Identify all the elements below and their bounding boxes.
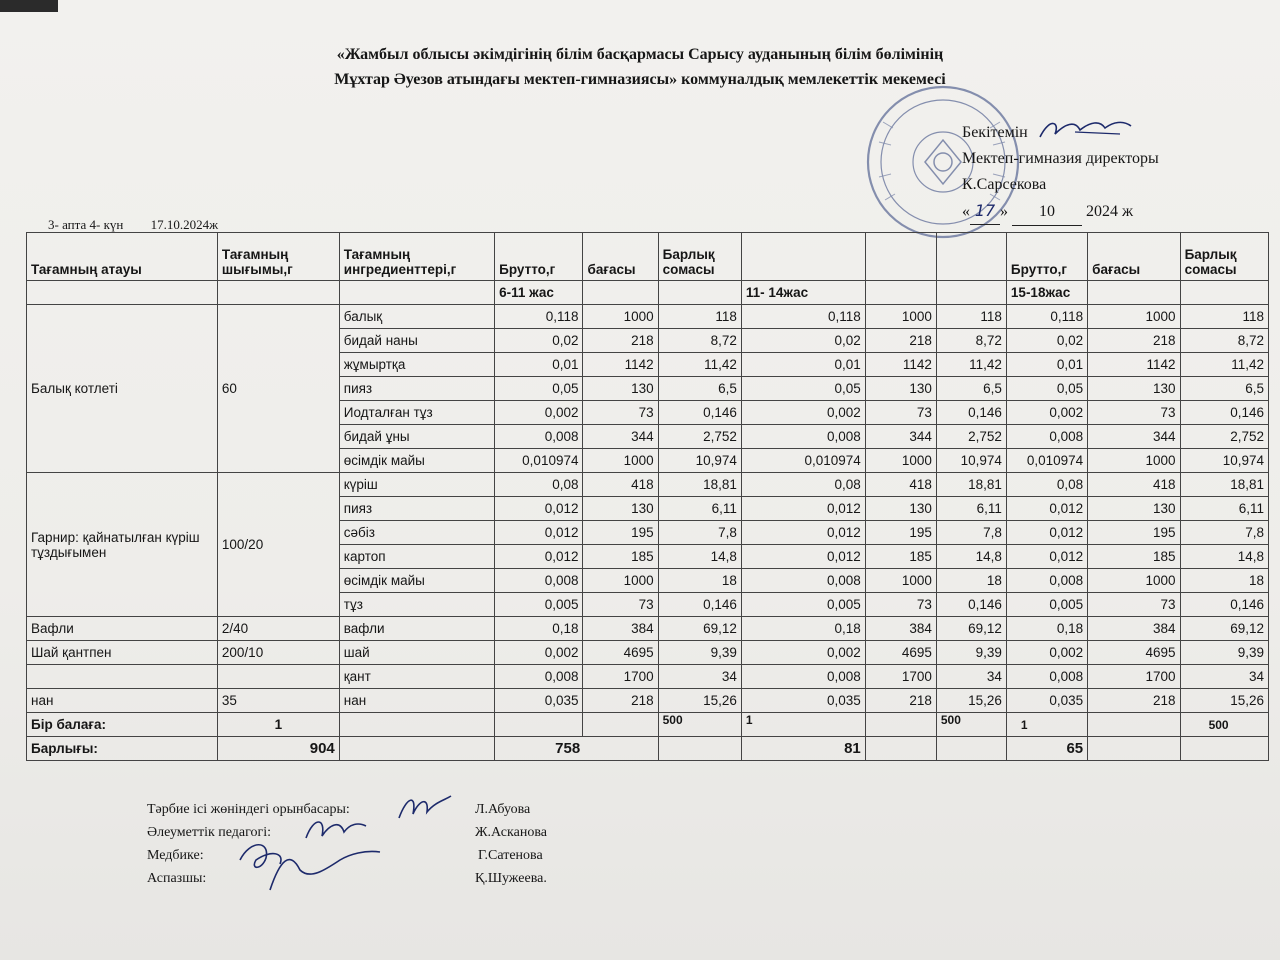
staff-position: Аспазшы: <box>147 871 207 886</box>
ingredient-name: нан <box>339 689 494 713</box>
ingredient-value: 0,118 <box>1006 305 1087 329</box>
ingredient-value: 0,05 <box>1006 377 1087 401</box>
ingredient-value: 10,974 <box>658 449 741 473</box>
ingredient-value: 9,39 <box>936 641 1006 665</box>
ingredient-value: 34 <box>1180 665 1268 689</box>
ingredient-value: 0,012 <box>495 545 583 569</box>
ingredient-value: 1700 <box>583 665 658 689</box>
ingredient-value: 2,752 <box>1180 425 1268 449</box>
ingredient-value: 0,010974 <box>1006 449 1087 473</box>
ingredient-value: 11,42 <box>658 353 741 377</box>
ingredient-value: 6,5 <box>658 377 741 401</box>
ingredient-value: 418 <box>865 473 936 497</box>
ingredient-value: 0,012 <box>741 521 865 545</box>
ingredient-value: 15,26 <box>658 689 741 713</box>
ingredient-value: 130 <box>583 377 658 401</box>
staff-name: Л.Абуова <box>475 802 531 817</box>
ingredient-name: жұмыртқа <box>339 353 494 377</box>
ingredient-value: 1700 <box>1088 665 1180 689</box>
col-dish-name: Тағамның атауы <box>27 233 218 281</box>
dish-yield: 60 <box>217 305 339 473</box>
dish-yield <box>217 665 339 689</box>
staff-name: Г.Сатенова <box>478 848 543 863</box>
ingredient-value: 1000 <box>583 305 658 329</box>
ingredient-name: бидай наны <box>339 329 494 353</box>
totals-group-2: 81 <box>741 737 865 761</box>
ingredient-value: 1000 <box>1088 569 1180 593</box>
staff-name: Қ.Шужеева. <box>475 871 547 886</box>
ingredient-value: 185 <box>1088 545 1180 569</box>
ingredient-name: сәбіз <box>339 521 494 545</box>
ingredient-value: 10,974 <box>936 449 1006 473</box>
ingredient-value: 8,72 <box>936 329 1006 353</box>
ingredient-value: 1142 <box>1088 353 1180 377</box>
ingredient-value: 4695 <box>583 641 658 665</box>
ingredient-value: 11,42 <box>936 353 1006 377</box>
ingredient-value: 0,146 <box>658 401 741 425</box>
approve-label: Бекітемін <box>962 124 1028 141</box>
dish-yield: 2/40 <box>217 617 339 641</box>
ingredient-value: 130 <box>1088 377 1180 401</box>
ingredient-value: 0,18 <box>495 617 583 641</box>
dish-name <box>27 665 218 689</box>
ingredient-name: пияз <box>339 497 494 521</box>
table-row <box>27 665 1269 689</box>
table-row <box>27 473 1269 497</box>
ingredient-value: 14,8 <box>658 545 741 569</box>
ingredient-value: 18 <box>936 569 1006 593</box>
per-child-count-3: 1 <box>1006 713 1087 737</box>
ingredient-value: 18 <box>658 569 741 593</box>
approve-month: 10 <box>1012 199 1082 226</box>
staff-position: Тәрбие ісі жөніндегі орынбасары: <box>147 802 350 817</box>
ingredient-value: 0,005 <box>495 593 583 617</box>
totals-label: Барлығы: <box>27 737 218 761</box>
ingredient-value: 0,008 <box>1006 425 1087 449</box>
ingredient-value: 0,146 <box>936 401 1006 425</box>
ingredient-value: 9,39 <box>658 641 741 665</box>
ingredient-value: 18,81 <box>1180 473 1268 497</box>
ingredient-value: 344 <box>583 425 658 449</box>
col-brutto-1: Брутто,г <box>495 233 583 281</box>
ingredient-value: 1000 <box>1088 449 1180 473</box>
ingredient-value: 118 <box>1180 305 1268 329</box>
approval-block <box>962 120 1159 226</box>
ingredient-value: 1142 <box>583 353 658 377</box>
ingredient-value: 195 <box>1088 521 1180 545</box>
col-total-1: Барлық сомасы <box>658 233 741 281</box>
ingredient-value: 0,01 <box>495 353 583 377</box>
ingredient-value: 15,26 <box>1180 689 1268 713</box>
ingredient-value: 344 <box>865 425 936 449</box>
ingredient-value: 7,8 <box>936 521 1006 545</box>
ingredient-name: пияз <box>339 377 494 401</box>
dish-yield: 35 <box>217 689 339 713</box>
ingredient-value: 7,8 <box>1180 521 1268 545</box>
ingredient-value: 0,002 <box>1006 641 1087 665</box>
quote-open: « <box>962 203 970 220</box>
ingredient-name: өсімдік майы <box>339 449 494 473</box>
table-header-row <box>27 233 1269 281</box>
quote-close: » <box>1000 203 1008 220</box>
ingredient-value: 0,008 <box>1006 665 1087 689</box>
dish-yield: 200/10 <box>217 641 339 665</box>
ingredient-value: 11,42 <box>1180 353 1268 377</box>
ingredient-value: 130 <box>583 497 658 521</box>
ingredient-value: 0,02 <box>741 329 865 353</box>
deputy-signature <box>395 790 455 824</box>
ingredient-value: 18,81 <box>658 473 741 497</box>
staff-position: Медбике: <box>147 848 204 863</box>
ingredient-value: 69,12 <box>936 617 1006 641</box>
approve-day: 17 <box>970 198 1000 225</box>
ingredient-value: 0,08 <box>741 473 865 497</box>
per-child-row <box>27 713 1269 737</box>
ingredient-value: 18 <box>1180 569 1268 593</box>
ingredient-value: 14,8 <box>936 545 1006 569</box>
header-line-2: Мұхтар Әуезов атындағы мектеп-гимназиясы» коммуналдық мемлекеттік мекемесі <box>334 71 946 88</box>
table-row <box>27 617 1269 641</box>
ingredient-name: күріш <box>339 473 494 497</box>
ingredient-value: 0,035 <box>1006 689 1087 713</box>
ingredient-value: 0,008 <box>495 425 583 449</box>
ingredient-value: 14,8 <box>1180 545 1268 569</box>
ingredient-value: 344 <box>1088 425 1180 449</box>
ingredient-value: 0,010974 <box>741 449 865 473</box>
ingredient-value: 0,012 <box>741 545 865 569</box>
ingredient-value: 384 <box>1088 617 1180 641</box>
ingredient-name: вафли <box>339 617 494 641</box>
ingredient-value: 0,146 <box>658 593 741 617</box>
age-group-2: 11- 14жас <box>741 281 865 305</box>
ingredient-value: 0,02 <box>495 329 583 353</box>
ingredient-value: 0,08 <box>1006 473 1087 497</box>
table-row <box>27 641 1269 665</box>
per-child-label: Бір балаға: <box>27 713 218 737</box>
ingredient-value: 6,11 <box>658 497 741 521</box>
ingredient-value: 0,012 <box>1006 545 1087 569</box>
ingredient-value: 0,05 <box>741 377 865 401</box>
menu-table <box>26 232 1269 761</box>
ingredient-value: 73 <box>583 401 658 425</box>
ingredient-value: 0,008 <box>495 665 583 689</box>
totals-row <box>27 737 1269 761</box>
ingredient-value: 0,01 <box>741 353 865 377</box>
table-row <box>27 689 1269 713</box>
ingredient-value: 4695 <box>865 641 936 665</box>
ingredient-name: Иодталған тұз <box>339 401 494 425</box>
ingredient-value: 0,05 <box>495 377 583 401</box>
ingredient-value: 0,005 <box>1006 593 1087 617</box>
ingredient-value: 0,012 <box>495 521 583 545</box>
staff-position: Әлеуметтік педагогі: <box>147 825 272 840</box>
dish-name: нан <box>27 689 218 713</box>
dish-name: Балық котлеті <box>27 305 218 473</box>
dish-yield: 100/20 <box>217 473 339 617</box>
age-group-1: 6-11 жас <box>495 281 583 305</box>
ingredient-value: 195 <box>583 521 658 545</box>
ingredient-value: 218 <box>583 329 658 353</box>
ingredient-value: 0,146 <box>1180 401 1268 425</box>
per-child-sum-1: 500 <box>658 713 741 737</box>
ingredient-value: 69,12 <box>1180 617 1268 641</box>
ingredient-value: 7,8 <box>658 521 741 545</box>
ingredient-value: 6,5 <box>936 377 1006 401</box>
approve-date <box>962 198 1159 226</box>
ingredient-value: 2,752 <box>658 425 741 449</box>
ingredient-value: 4695 <box>1088 641 1180 665</box>
ingredient-value: 0,035 <box>495 689 583 713</box>
ingredient-value: 69,12 <box>658 617 741 641</box>
ingredient-value: 130 <box>1088 497 1180 521</box>
ingredient-value: 195 <box>865 521 936 545</box>
ingredient-value: 1000 <box>865 305 936 329</box>
ingredient-value: 0,118 <box>741 305 865 329</box>
age-group-3: 15-18жас <box>1006 281 1087 305</box>
ingredient-value: 218 <box>865 329 936 353</box>
totals-yield: 904 <box>217 737 339 761</box>
ingredient-value: 0,146 <box>1180 593 1268 617</box>
ingredient-value: 0,008 <box>1006 569 1087 593</box>
ingredient-value: 6,11 <box>936 497 1006 521</box>
col-price-1: бағасы <box>583 233 658 281</box>
age-group-row <box>27 281 1269 305</box>
ingredient-value: 6,11 <box>1180 497 1268 521</box>
ingredient-value: 1000 <box>865 449 936 473</box>
ingredient-name: бидай ұны <box>339 425 494 449</box>
menu-date: 17.10.2024ж <box>150 217 219 232</box>
ingredient-value: 0,002 <box>1006 401 1087 425</box>
ingredient-value: 9,39 <box>1180 641 1268 665</box>
dish-name: Шай қантпен <box>27 641 218 665</box>
ingredient-value: 73 <box>583 593 658 617</box>
ingredient-value: 0,005 <box>741 593 865 617</box>
ingredient-value: 0,146 <box>936 593 1006 617</box>
approve-position: Мектеп-гимназия директоры <box>962 150 1159 167</box>
ingredient-value: 0,010974 <box>495 449 583 473</box>
ingredient-value: 34 <box>658 665 741 689</box>
ingredient-value: 0,002 <box>495 641 583 665</box>
per-child-count-2: 1 <box>741 713 865 737</box>
ingredient-value: 0,002 <box>741 401 865 425</box>
ingredient-value: 0,002 <box>741 641 865 665</box>
approve-name: К.Сарсекова <box>962 176 1047 193</box>
ingredient-name: картоп <box>339 545 494 569</box>
ingredient-value: 15,26 <box>936 689 1006 713</box>
ingredient-value: 384 <box>583 617 658 641</box>
ingredient-value: 118 <box>658 305 741 329</box>
dish-name: Вафли <box>27 617 218 641</box>
ingredient-value: 8,72 <box>658 329 741 353</box>
ingredient-value: 0,012 <box>741 497 865 521</box>
ingredient-name: қант <box>339 665 494 689</box>
ingredient-value: 0,118 <box>495 305 583 329</box>
ingredient-value: 1000 <box>583 449 658 473</box>
ingredient-value: 1142 <box>865 353 936 377</box>
ingredient-value: 0,18 <box>741 617 865 641</box>
col-price-3: бағасы <box>1088 233 1180 281</box>
approve-year: 2024 ж <box>1086 203 1134 220</box>
ingredient-value: 418 <box>1088 473 1180 497</box>
ingredient-value: 10,974 <box>1180 449 1268 473</box>
menu-date-row <box>48 217 242 233</box>
table-row <box>27 305 1269 329</box>
ingredient-value: 73 <box>865 401 936 425</box>
ingredient-value: 0,008 <box>741 569 865 593</box>
ingredient-value: 2,752 <box>936 425 1006 449</box>
ingredient-value: 1000 <box>865 569 936 593</box>
ingredient-value: 130 <box>865 377 936 401</box>
ingredient-value: 1000 <box>1088 305 1180 329</box>
nurse-cook-signature <box>230 830 390 900</box>
col-brutto-3: Брутто,г <box>1006 233 1087 281</box>
ingredient-value: 73 <box>1088 401 1180 425</box>
ingredient-value: 0,012 <box>1006 497 1087 521</box>
ingredient-value: 0,012 <box>495 497 583 521</box>
ingredient-value: 0,008 <box>741 665 865 689</box>
staff-name: Ж.Асканова <box>475 825 547 840</box>
per-child-sum-3: 500 <box>1180 713 1268 737</box>
dish-name: Гарнир: қайнатылған күріш тұздығымен <box>27 473 218 617</box>
ingredient-value: 185 <box>583 545 658 569</box>
totals-group-3: 65 <box>1006 737 1087 761</box>
menu-table-body <box>27 305 1269 713</box>
ingredient-value: 73 <box>1088 593 1180 617</box>
ingredient-value: 130 <box>865 497 936 521</box>
ingredient-value: 8,72 <box>1180 329 1268 353</box>
col-total-3: Барлық сомасы <box>1180 233 1268 281</box>
totals-group-1: 758 <box>495 737 658 761</box>
col-yield: Тағамның шығымы,г <box>217 233 339 281</box>
ingredient-value: 384 <box>865 617 936 641</box>
ingredient-value: 418 <box>583 473 658 497</box>
ingredient-value: 118 <box>936 305 1006 329</box>
ingredient-name: өсімдік майы <box>339 569 494 593</box>
ingredient-value: 34 <box>936 665 1006 689</box>
ingredient-value: 0,008 <box>741 425 865 449</box>
header-line-1: «Жамбыл облысы әкімдігінің білім басқармасы Сарысу ауданының білім бөлімінің <box>336 46 944 63</box>
ingredient-value: 6,5 <box>1180 377 1268 401</box>
ingredient-value: 0,08 <box>495 473 583 497</box>
dark-corner <box>0 0 58 12</box>
ingredient-value: 0,18 <box>1006 617 1087 641</box>
ingredient-value: 0,012 <box>1006 521 1087 545</box>
week-day: 3- апта 4- күн <box>48 217 124 232</box>
ingredient-value: 218 <box>865 689 936 713</box>
per-child-count: 1 <box>217 713 339 737</box>
ingredient-value: 0,01 <box>1006 353 1087 377</box>
col-total-2 <box>936 233 1006 281</box>
ingredient-value: 218 <box>1088 689 1180 713</box>
col-ingredients: Тағамның ингредиенттері,г <box>339 233 494 281</box>
ingredient-value: 73 <box>865 593 936 617</box>
ingredient-name: шай <box>339 641 494 665</box>
ingredient-value: 0,035 <box>741 689 865 713</box>
col-price-2 <box>865 233 936 281</box>
ingredient-value: 185 <box>865 545 936 569</box>
ingredient-value: 0,002 <box>495 401 583 425</box>
ingredient-value: 0,008 <box>495 569 583 593</box>
col-brutto-2 <box>741 233 865 281</box>
per-child-sum-2: 500 <box>936 713 1006 737</box>
ingredient-value: 218 <box>1088 329 1180 353</box>
ingredient-name: балық <box>339 305 494 329</box>
ingredient-value: 218 <box>583 689 658 713</box>
ingredient-value: 0,02 <box>1006 329 1087 353</box>
ingredient-value: 1000 <box>583 569 658 593</box>
ingredient-value: 1700 <box>865 665 936 689</box>
document-header <box>0 42 1280 92</box>
ingredient-value: 18,81 <box>936 473 1006 497</box>
ingredient-name: тұз <box>339 593 494 617</box>
